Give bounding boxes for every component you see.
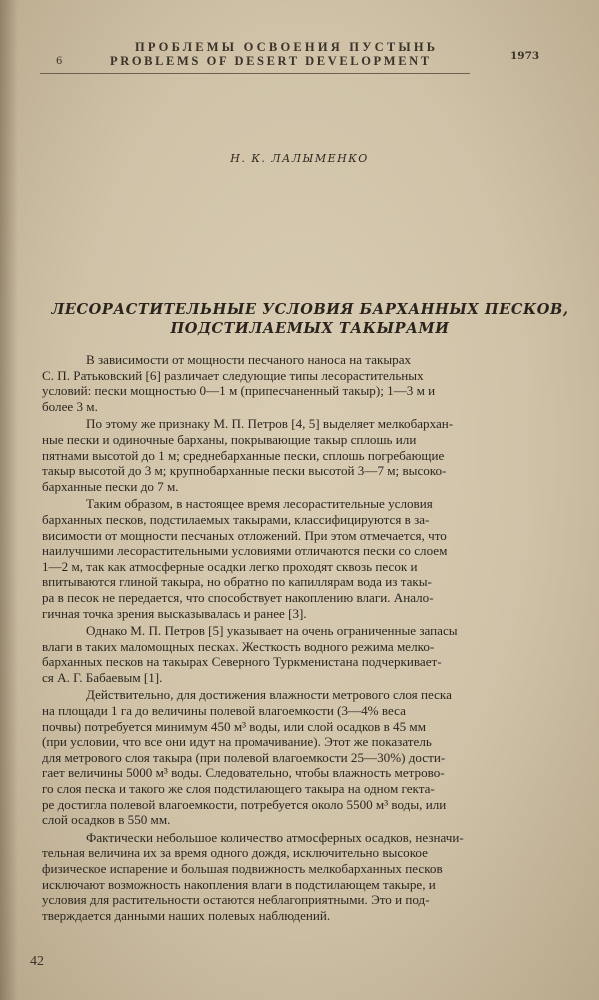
text-line: на площади 1 га до величины полевой влагоемкости (3—4% веса — [42, 703, 406, 719]
text-line: влаги в таких маломощных песках. Жесткость водного режима мелко- — [42, 638, 435, 654]
text-line: ра в песок не передается, что способствует накоплению влаги. Анало- — [42, 589, 434, 605]
page-number-bottom: 42 — [30, 954, 44, 969]
paragraph — [42, 829, 572, 924]
text-line: слой осадков в 550 мм. — [42, 812, 171, 828]
text-line: Действительно, для достижения влажности метрового слоя песка — [86, 687, 452, 703]
article-author: Н. К. ЛАЛЫМЕНКО — [230, 152, 369, 165]
text-line: наилучшими лесорастительными условиями отличаются пески со слоем — [42, 543, 448, 559]
header-rule — [40, 73, 470, 74]
paragraph — [42, 496, 572, 621]
text-line: В зависимости от мощности песчаного наноса на такырах — [86, 352, 412, 367]
text-line: условий: пески мощностью 0—1 м (припесчаненный такыр); 1—3 м и — [42, 383, 436, 399]
text-line: пятнами высотой до 1 м; среднебарханные пески, сплошь погребающие — [42, 447, 445, 463]
text-line: исключают возможность накопления влаги в подстилающем такыре, и — [42, 876, 436, 892]
article-body — [42, 352, 572, 925]
text-line: ные пески и одиночные барханы, покрывающие такыр сплошь или — [42, 431, 417, 447]
text-line: барханных песков, подстилаемых такырами, классифицируются в за- — [42, 511, 430, 527]
article-title — [40, 300, 580, 338]
journal-year: 1973 — [510, 50, 540, 62]
text-line: Таким образом, в настоящее время лесорастительные условия — [86, 496, 433, 512]
text-line: тельная величина их за время одного дождя, исключительно высокое — [42, 845, 428, 861]
gutter-shadow — [0, 0, 18, 1000]
text-line: 1—2 м, так как атмосферные осадки легко проходят сквозь песок и — [42, 558, 418, 574]
text-line: С. П. Ратьковский [6] различает следующие типы лесорастительных — [42, 367, 424, 383]
journal-title-ru: ПРОБЛЕМЫ ОСВОЕНИЯ ПУСТЫНЬ — [135, 40, 439, 54]
text-line: висимости от мощности песчаных отложений. При этом отмечается, что — [42, 527, 447, 543]
journal-title-en: PROBLEMS OF DESERT DEVELOPMENT — [110, 54, 432, 68]
page-number-top: 6 — [56, 56, 63, 67]
text-line: барханных песков на такырах Северного Туркменистана подчеркивает- — [42, 654, 442, 670]
text-line: для метрового слоя такыра (при полевой влагоемкости 25—30%) дости- — [42, 749, 446, 765]
text-line: такыр высотой до 3 м; крупнобарханные пески высотой 3—7 м; высоко- — [42, 463, 447, 479]
paragraph — [42, 623, 572, 685]
text-line: тверждается данными наших полевых наблюдений. — [42, 907, 331, 923]
running-header — [40, 38, 560, 78]
title-line: ЛЕСОРАСТИТЕЛЬНЫЕ УСЛОВИЯ БАРХАННЫХ ПЕСКОВ, — [51, 301, 569, 318]
text-line: условия для растительности остаются неблагоприятными. Это и под- — [42, 892, 430, 908]
text-line: физическое испарение и большая подвижность мелкобарханных песков — [42, 861, 443, 876]
text-line: почвы) потребуется минимум 450 м³ воды, или слой осадков в 45 мм — [42, 718, 426, 734]
text-line: впитываются глиной такыра, но обратно по капиллярам вода из такы- — [42, 574, 432, 590]
paragraph — [42, 687, 572, 828]
paragraph — [42, 416, 572, 494]
text-line: ся А. Г. Бабаевым [1]. — [42, 669, 163, 685]
text-line: гает величины 5000 м³ воды. Следовательно, чтобы влажность метрово- — [42, 765, 445, 781]
text-line: Фактически небольшое количество атмосферных осадков, незначи- — [86, 829, 464, 845]
text-line: Однако М. П. Петров [5] указывает на очень ограниченные запасы — [86, 623, 458, 639]
text-line: го слоя песка и такого же слоя подстилающего такыра на одном гекта- — [42, 781, 435, 797]
paragraph — [42, 352, 572, 414]
text-line: ре достигла полевой влагоемкости, потребуется около 5500 м³ воды, или — [42, 796, 447, 812]
text-line: (при условии, что все они идут на промачивание). Этот же показатель — [42, 734, 432, 750]
text-line: По этому же признаку М. П. Петров [4, 5] выделяет мелкобархан- — [86, 416, 454, 432]
title-line: ПОДСТИЛАЕМЫХ ТАКЫРАМИ — [170, 320, 450, 337]
text-line: барханные пески до 7 м. — [42, 478, 179, 494]
text-line: гичная точка зрения высказывалась и ранее [3]. — [42, 605, 307, 621]
text-line: более 3 м. — [42, 398, 98, 414]
